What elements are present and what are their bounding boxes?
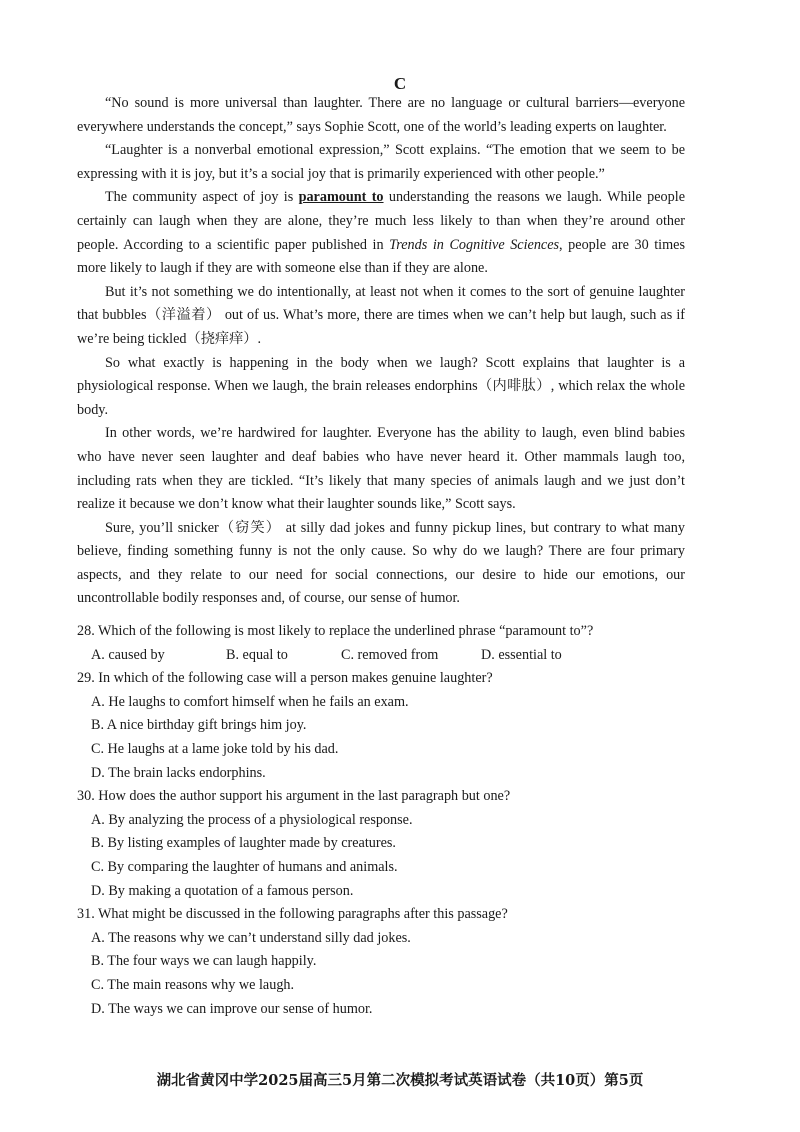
question-30	[77, 785, 685, 903]
option-d: D. The brain lacks endorphins.	[91, 764, 266, 781]
paragraph-5: So what exactly is happening in the body when we laugh? Scott explains that laughter is a physiological response. When we laugh, the brain releases endorphins（内啡肽）, which relax the whole body.	[77, 354, 685, 418]
option-b: B. The four ways we can laugh happily.	[91, 953, 317, 970]
question-31	[77, 903, 685, 1021]
page-footer: 湖北省黄冈中学2025届高三5月第二次模拟考试英语试卷（共10页）第5页	[156, 1072, 644, 1089]
option-b: B. equal to	[226, 646, 288, 663]
option-c: C. removed from	[341, 646, 439, 663]
question-stem: 29. In which of the following case will a person makes genuine laughter?	[77, 670, 493, 687]
option-a: A. The reasons why we can’t understand silly dad jokes.	[91, 929, 411, 946]
paragraph-3	[77, 186, 685, 280]
option-b: B. A nice birthday gift brings him joy.	[91, 717, 307, 734]
paragraph-4: But it’s not something we do intentionally, at least not when it comes to the sort of genuine laughter that bubbles（洋溢着） out of us. What’s more, there are times when we can’t help but laugh, such as if we’re being tickled（挠痒痒）.	[77, 283, 685, 347]
option-b: B. By listing examples of laughter made by creatures.	[91, 835, 396, 852]
paragraph-6: In other words, we’re hardwired for laughter. Everyone has the ability to laugh, even blind babies who have never seen laughter and deaf babies who have never heard it. Other mammals laugh too, including rats when they are tickled. “It’s likely that many species of animals laugh and we just don’t realize it because we don’t know what their laughter sounds like,” Scott says.	[77, 425, 685, 513]
journal-title: Trends in Cognitive Sciences	[389, 236, 560, 253]
option-a: A. He laughs to comfort himself when he fails an exam.	[91, 693, 409, 710]
paragraph-3-part-b: understanding the reasons we laugh. While people certainly can laugh when they are alone, they’re much less likely to than when they’re around other people. According to a scientific paper published in	[77, 189, 685, 253]
reading-passage	[77, 92, 685, 611]
option-a: A. caused by	[91, 646, 165, 663]
paragraph-1: “No sound is more universal than laughter. There are no language or cultural barriers—everyone everywhere understands the concept,” says Sophie Scott, one of the world’s leading experts on laughter.	[77, 95, 685, 135]
question-list	[77, 620, 685, 1021]
question-stem: 28. Which of the following is most likely to replace the underlined phrase “paramount to”?	[77, 623, 594, 639]
question-stem: 31. What might be discussed in the following paragraphs after this passage?	[77, 906, 508, 923]
option-c: C. By comparing the laughter of humans and animals.	[91, 858, 398, 875]
paragraph-2: “Laughter is a nonverbal emotional expression,” Scott explains. “The emotion that we seem to be expressing with it is joy, but it’s a social joy that is primarily experienced with other people.”	[77, 142, 685, 182]
option-c: C. The main reasons why we laugh.	[91, 976, 295, 993]
option-c: C. He laughs at a lame joke told by his dad.	[91, 740, 339, 757]
option-a: A. By analyzing the process of a physiological response.	[91, 811, 413, 828]
question-stem: 30. How does the author support his argument in the last paragraph but one?	[77, 788, 511, 805]
paragraph-7: Sure, you’ll snicker（窃笑） at silly dad jokes and funny pickup lines, but contrary to what many believe, finding something funny is not the only cause. So why do we laugh? There are four primary aspects, and they relate to our need for social connections, our desire to hide our emotions, our uncontrollable bodily responses and, of course, our sense of humor.	[77, 519, 685, 607]
question-28	[77, 620, 685, 667]
paragraph-3-part-c: , people are 30 times more likely to laugh if they are with someone else than if they are alone.	[77, 236, 685, 277]
paragraph-3-part-a: The community aspect of joy is	[105, 189, 299, 206]
option-row	[77, 644, 685, 668]
option-d: D. essential to	[481, 646, 562, 663]
underlined-phrase: paramount to	[298, 189, 384, 206]
option-d: D. The ways we can improve our sense of humor.	[91, 1000, 373, 1017]
question-29	[77, 667, 685, 785]
option-d: D. By making a quotation of a famous person.	[91, 882, 354, 899]
section-label: C	[393, 74, 407, 93]
